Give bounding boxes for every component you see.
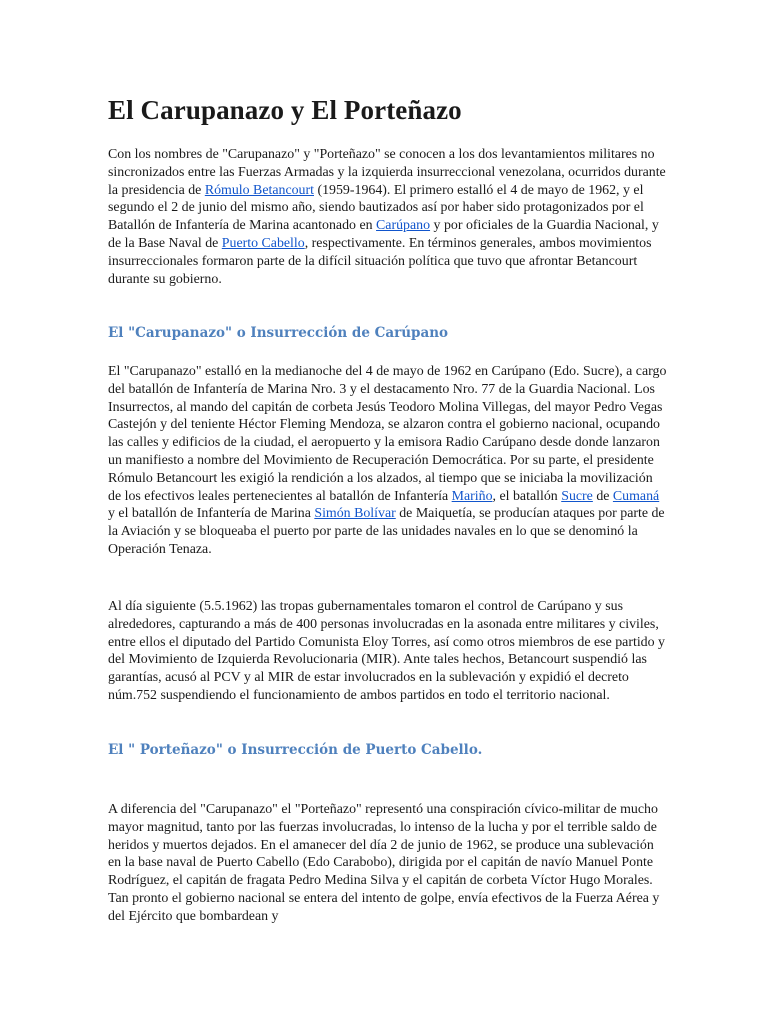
link-puerto-cabello[interactable]: Puerto Cabello [221,235,305,251]
link-simon-bolivar[interactable]: Simón Bolívar [314,506,396,522]
link-sucre[interactable]: Sucre [561,488,593,504]
section-heading-portenazo: El " Porteñazo" o Insurrección de Puerto Cabello. [108,742,483,758]
link-romulo-betancourt[interactable]: Rómulo Betancourt [204,182,314,198]
page-title: El Carupanazo y El Porteñazo [108,95,462,125]
intro-paragraph: Con los nombres de "Carupanazo" y "Porteñazo" se conocen a los dos levantamientos militares no sincronizados entre las Fuerzas Armadas y la izquierda insurreccional venezolana, ocurridos durante la presidencia de Rómulo Betancourt (1959-1964). El primero estalló el 4 de mayo de 1962, y el segundo el 2 de junio del mismo año, siendo bautizados así por haber sido protagonizados por el Batallón de Infantería de Marina acantonado en Carúpano y por oficiales de la Guardia Nacional, y de la Base Naval de Puerto Cabello, respectivamente. En términos generales, ambos movimientos insurreccionales formaron parte de la difícil situación política que tuvo que afrontar Betancourt durante su gobierno. [108,147,666,287]
link-cumana[interactable]: Cumaná [612,488,660,504]
section-heading-carupanazo: El "Carupanazo" o Insurrección de Carúpano [108,325,449,341]
portenazo-paragraph-1: A diferencia del "Carupanazo" el "Porteñazo" representó una conspiración cívico-militar de mucho mayor magnitud, tanto por las fuerzas involucradas, lo intenso de la lucha y por el terrible saldo de heridos y muertos dejados. En el amanecer del día 2 de junio de 1962, se produce una sublevación en la base naval de Puerto Cabello (Edo Carabobo), dirigida por el capitán de navío Manuel Ponte Rodríguez, el capitán de fragata Pedro Medina Silva y el capitán de corbeta Víctor Hugo Morales. Tan pronto el gobierno nacional se entera del intento de golpe, envía efectivos de la Fuerza Aérea y del Ejército que bombardean y [108,802,660,924]
link-carupano[interactable]: Carúpano [376,218,431,234]
carupanazo-paragraph-1: El "Carupanazo" estalló en la medianoche del 4 de mayo de 1962 en Carúpano (Edo. Sucre), a cargo del batallón de Infantería de Marina Nro. 3 y el destacamento Nro. 77 de la Guardia Nacional. Los Insurrectos, al mando del capitán de corbeta Jesús Teodoro Molina Villegas, del mayor Pedro Vegas Castejón y del teniente Héctor Fleming Mendoza, se alzaron contra el gobierno nacional, ocupando las calles y edificios de la ciudad, el aeropuerto y la emisora Radio Carúpano desde donde lanzaron un manifiesto a nombre del Movimiento de Recuperación Democrática. Por su parte, el presidente Rómulo Betancourt les exigió la rendición a los alzados, al tiempo que se iniciaba la movilización de los efectivos leales pertenecientes al batallón de Infantería Mariño, el batallón Sucre de Cumaná y el batallón de Infantería de Marina Simón Bolívar de Maiquetía, se producían ataques por parte de la Aviación y se bloqueaba el puerto por parte de las unidades navales en lo que se denominó la Operación Tenaza. [108,364,667,557]
link-marino[interactable]: Mariño [451,488,493,504]
carupanazo-paragraph-2: Al día siguiente (5.5.1962) las tropas gubernamentales tomaron el control de Carúpano y sus alrededores, capturando a más de 400 personas involucradas en la asonada entre militares y civiles, entre ellos el diputado del Partido Comunista Eloy Torres, así como otros miembros de ese partido y del Movimiento de Izquierda Revolucionaria (MIR). Ante tales hechos, Betancourt suspendió las garantías, acusó al PCV y al MIR de estar involucrados en la sublevación y expidió el decreto núm.752 suspendiendo el funcionamiento de ambos partidos en todo el territorio nacional. [108,599,665,703]
